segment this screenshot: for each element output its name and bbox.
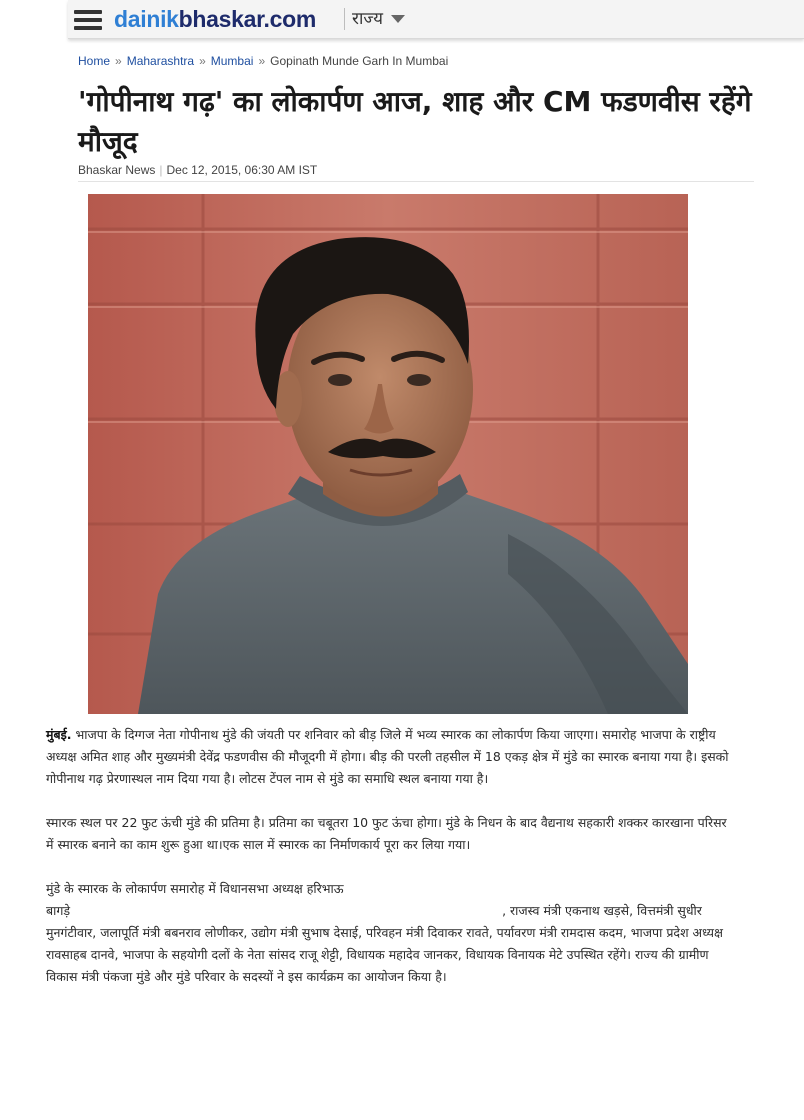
article-body — [46, 724, 736, 1010]
logo-part-dainik: dainik — [114, 6, 179, 32]
chevron-down-icon — [391, 15, 405, 23]
paragraph-3-rest: , राजस्व मंत्री एकनाथ खड़से, वित्तमंत्री सुधीर मुनगंटीवार, जलापूर्ति मंत्री बबनराव लोणीकर, उद्योग मंत्री सुभाष देसाई, परिवहन मंत्री दिवाकर रावते, पर्यावरण मंत्री रामदास कदम, भाजपा प्रदेश अध्यक्ष रावसाहब दानवे, भाजपा के सहयोगी दलों के नेता सांसद राजू शेट्टी, विधायक महादेव जानकर, विधायक विनायक मेटे उपस्थित रहेंगे। राज्य की ग्रामीण विकास मंत्री पंकजा मुंडे और मुंडे परिवार के सदस्यों ने इस कार्यक्रम का आयोजन किया है। — [46, 903, 724, 984]
breadcrumb-separator: » — [115, 54, 122, 68]
article-paragraph-3 — [46, 878, 736, 988]
breadcrumb-mumbai[interactable]: Mumbai — [210, 54, 254, 68]
breadcrumb-home[interactable]: Home — [78, 54, 111, 68]
breadcrumb-current: Gopinath Munde Garh In Mumbai — [270, 54, 449, 68]
breadcrumb-maharashtra[interactable]: Maharashtra — [126, 54, 195, 68]
article-headline: 'गोपीनाथ गढ़' का लोकार्पण आज, शाह और CM फडणवीस रहेंगे मौजूद — [78, 85, 752, 158]
meta-separator: | — [159, 163, 163, 177]
breadcrumb — [78, 54, 448, 68]
article-photo — [88, 194, 688, 714]
paragraph-1-text: भाजपा के दिग्गज नेता गोपीनाथ मुंडे की जंयती पर शनिवार को बीड़ जिले में भव्य स्मारक का लोकार्पण किया जाएगा। समारोह भाजपा के राष्ट्रीय अध्यक्ष अमित शाह और मुख्यमंत्री देवेंद्र फडणवीस की मौजूदगी में होगा। बीड़ की परली तहसील में 18 एकड़ क्षेत्र में मुंडे का स्मारक बनाया गया है। इसको गोपीनाथ गढ़ प्रेरणास्थल नाम दिया गया है। लोटस टेंपल नाम से मुंडे का समाधि स्थल बनाया गया है। — [46, 727, 729, 786]
breadcrumb-separator: » — [258, 54, 266, 68]
top-navigation-bar — [68, 0, 804, 39]
article-author: Bhaskar News — [78, 163, 156, 177]
site-logo[interactable] — [114, 6, 316, 33]
logo-part-com: .com — [263, 6, 317, 32]
meta-divider — [78, 181, 754, 182]
paragraph-3-line-1: मुंडे के स्मारक के लोकार्पण समारोह में विधानसभा अध्यक्ष हरिभाऊ — [46, 881, 344, 896]
state-dropdown[interactable] — [352, 6, 405, 32]
article-paragraph-2: स्मारक स्थल पर 22 फुट ऊंची मुंडे की प्रतिमा है। प्रतिमा का चबूतरा 10 फुट ऊंचा होगा। मुंडे के निधन के बाद वैद्यनाथ सहकारी शक्कर कारखाना परिसर में स्मारक बनाने का काम शुरू हुआ था।एक साल में स्मारक का निर्माणकार्य पूरा कर लिया गया। — [46, 815, 727, 852]
article-dateline: मुंबई. — [46, 727, 72, 742]
logo-part-bhaskar: bhaskar — [178, 6, 264, 32]
paragraph-3-line-2: बागड़े — [46, 903, 71, 918]
header-divider — [344, 8, 345, 30]
breadcrumb-separator: » — [199, 54, 206, 68]
article-meta — [78, 163, 317, 177]
state-dropdown-label: राज्य — [352, 9, 383, 29]
article-paragraph-1 — [46, 724, 736, 790]
menu-icon[interactable] — [74, 10, 102, 30]
article-date: Dec 12, 2015, 06:30 AM IST — [166, 163, 318, 177]
